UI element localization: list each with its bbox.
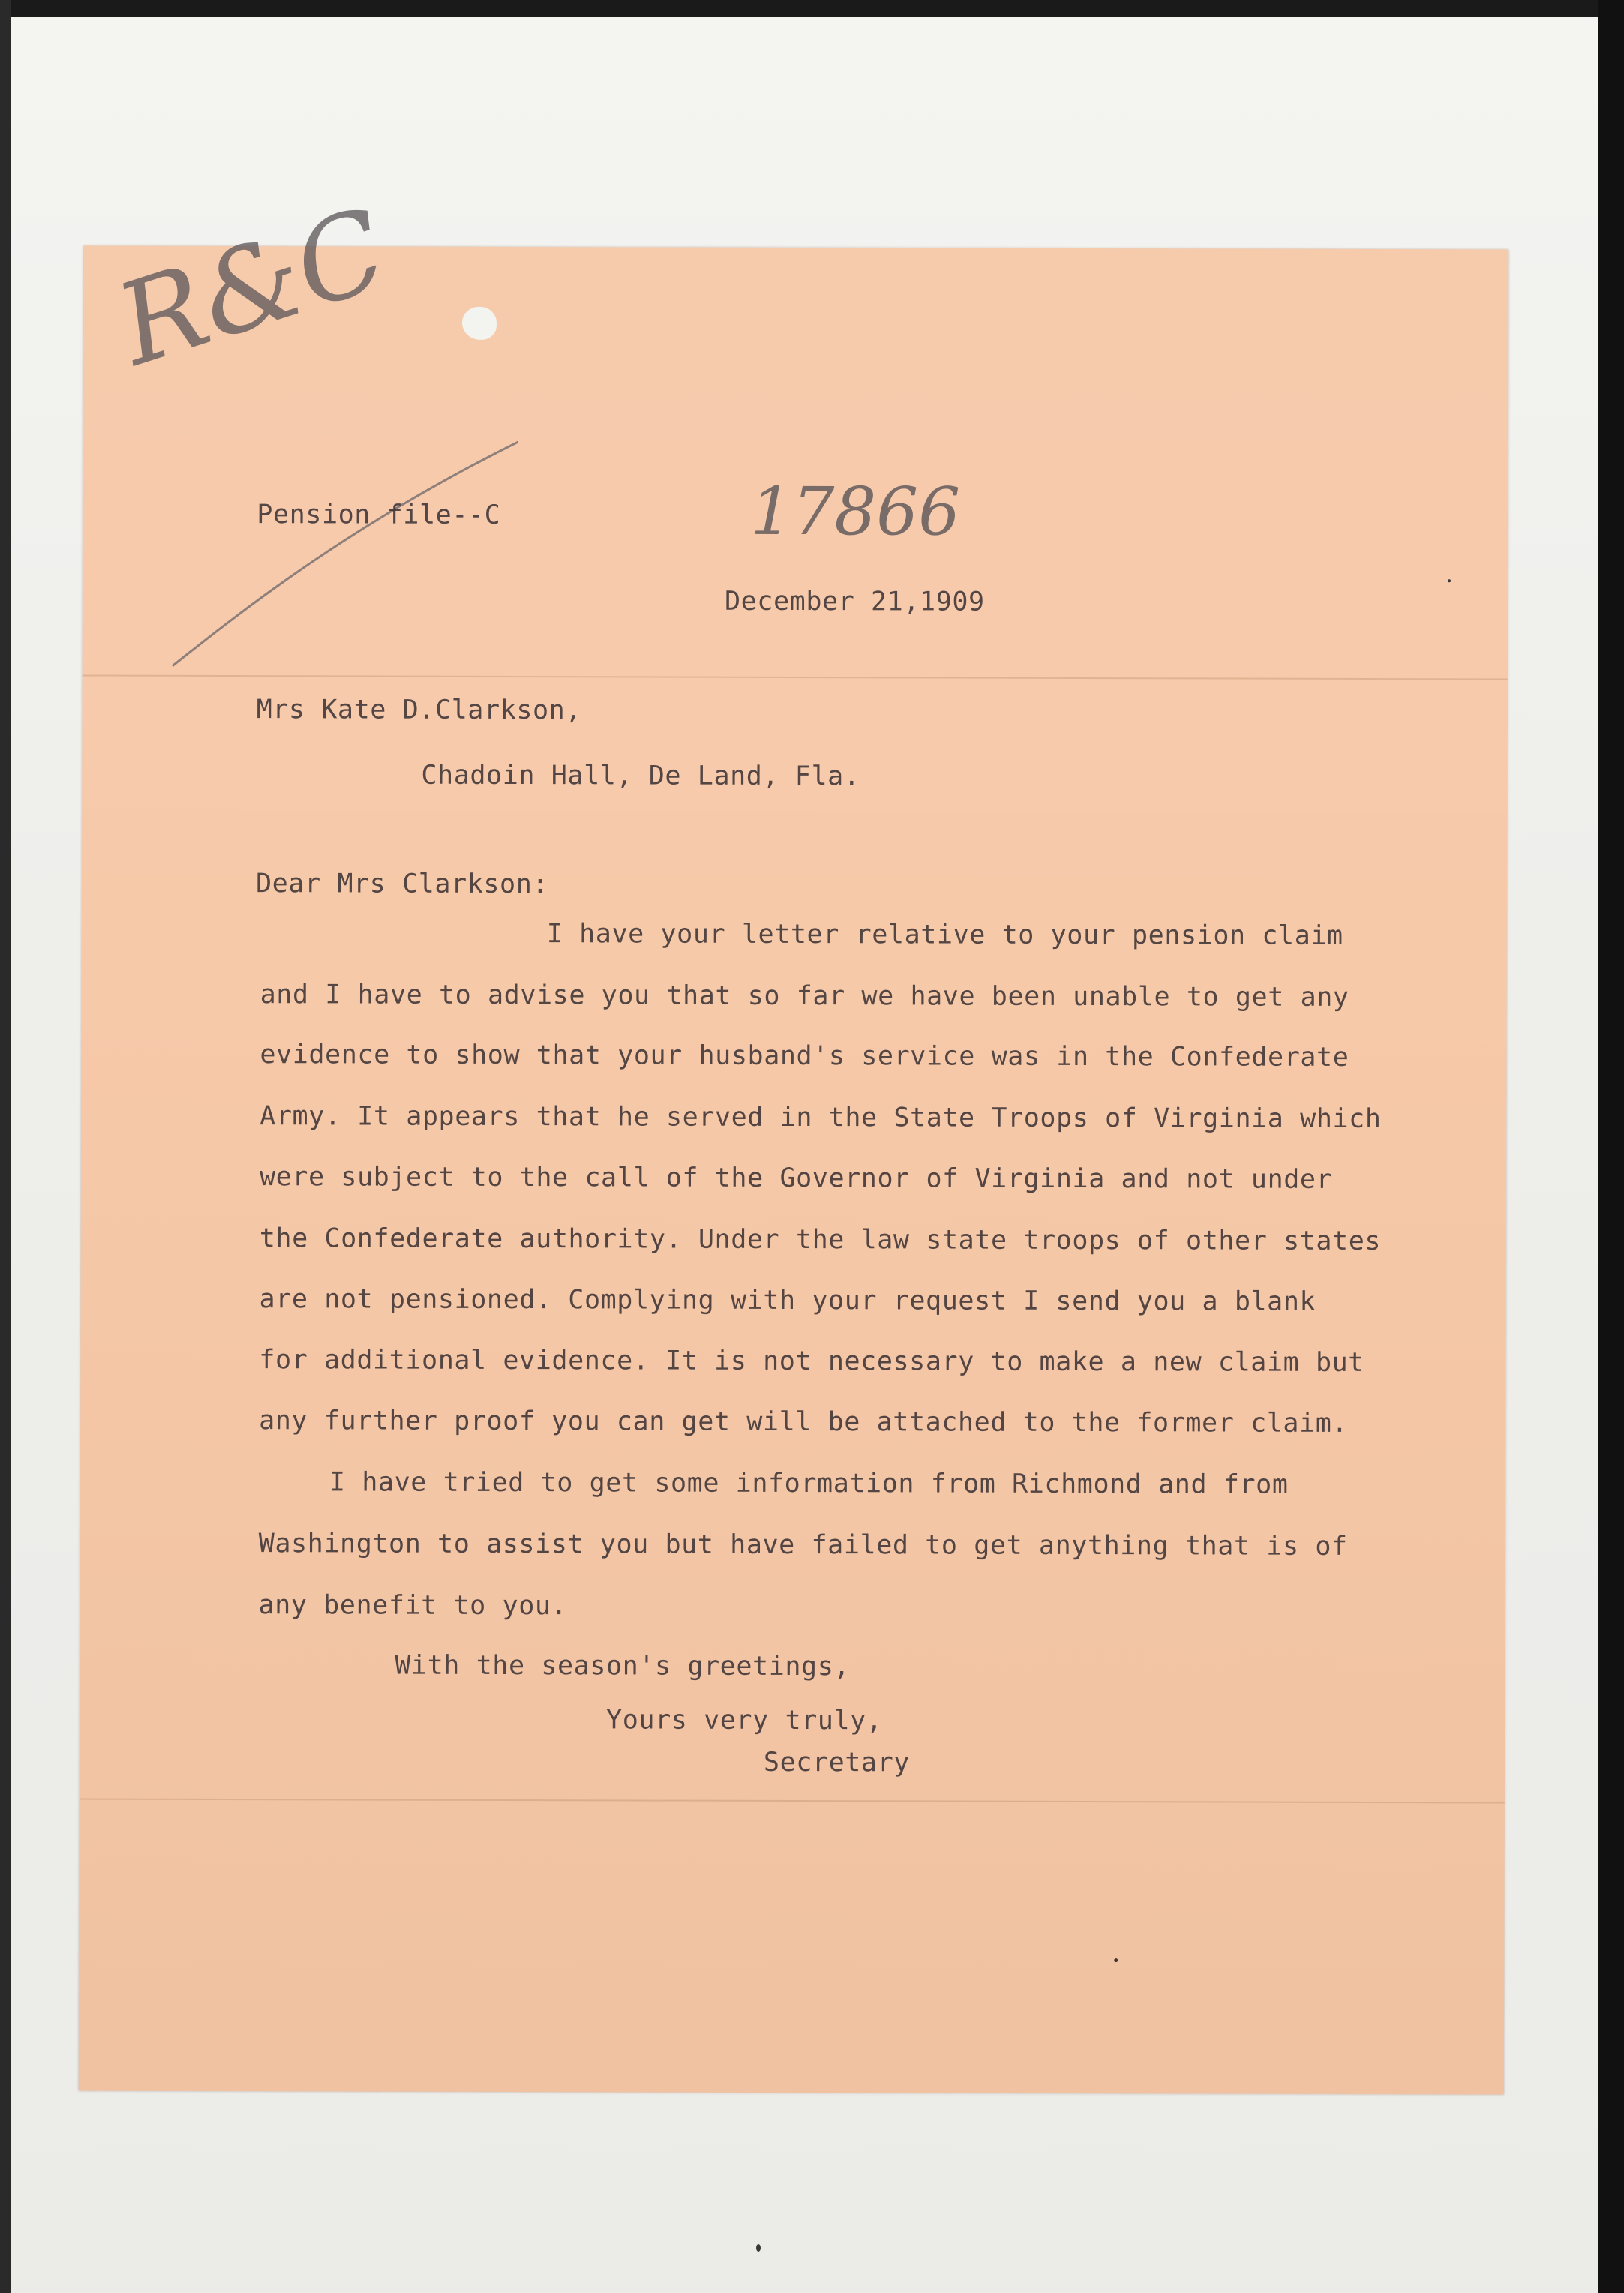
scanner-edge-right	[1598, 0, 1624, 2293]
body-line: Washington to assist you but have failed to get anything that is of	[258, 1529, 1348, 1562]
scanner-edge-left	[0, 0, 11, 2293]
scanner-edge-top	[0, 0, 1624, 17]
body-line: Army. It appears that he served in the State Troops of Virginia which	[260, 1101, 1382, 1135]
paper-speck	[1114, 1958, 1118, 1962]
addressee-address: Chadoin Hall, De Land, Fla.	[421, 760, 860, 792]
body-line: evidence to show that your husband's service was in the Confederate	[260, 1040, 1349, 1073]
signature-title: Secretary	[763, 1747, 911, 1778]
letter-page	[79, 184, 1508, 2095]
body-line: any further proof you can get will be attached to the former claim.	[259, 1406, 1349, 1439]
body-line: are not pensioned. Complying with your request I send you a blank	[259, 1284, 1316, 1317]
body-line: were subject to the call of the Governor of Virginia and not under	[259, 1162, 1333, 1195]
body-line: any benefit to you.	[258, 1590, 568, 1622]
body-line: the Confederate authority. Under the law state troops of other states	[259, 1223, 1382, 1257]
closing-line: Yours very truly,	[606, 1705, 883, 1736]
body-line: for additional evidence. It is not necessary to make a new claim but	[259, 1345, 1365, 1378]
body-line: I have tried to get some information from Richmond and from	[329, 1467, 1289, 1500]
body-line: I have your letter relative to your pension claim	[546, 919, 1343, 951]
fold-line	[80, 1799, 1505, 1804]
greeting-line: With the season's greetings,	[395, 1650, 851, 1682]
salutation: Dear Mrs Clarkson:	[255, 869, 549, 900]
body-line: and I have to advise you that so far we have been unable to get any	[260, 980, 1349, 1013]
pencil-initials: R&C	[103, 184, 401, 392]
punch-hole	[462, 307, 497, 340]
file-number-handwritten: 17866	[750, 472, 961, 551]
addressee-name: Mrs Kate D.Clarkson,	[256, 695, 582, 726]
paper-speck	[1448, 579, 1451, 582]
letter-date: December 21,1909	[724, 586, 985, 617]
pension-file-label: Pension file--C	[257, 500, 501, 530]
scan-speck	[756, 2244, 761, 2252]
